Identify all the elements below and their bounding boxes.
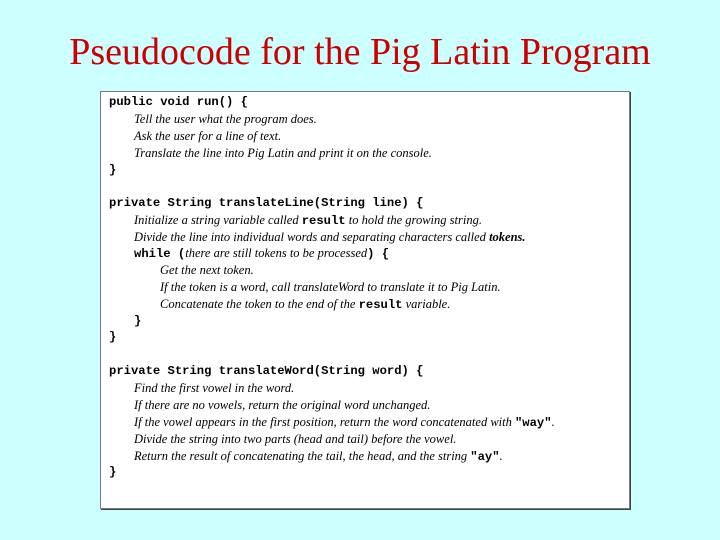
while-close-brace: } bbox=[134, 314, 142, 328]
translate-word-step: If there are no vowels, return the original word unchanged. bbox=[134, 398, 431, 412]
translate-word-step bbox=[134, 414, 555, 431]
step-text: . bbox=[551, 415, 555, 429]
translate-word-close-brace: } bbox=[109, 465, 117, 479]
while-close-paren: ) { bbox=[367, 247, 390, 261]
run-step: Tell the user what the program does. bbox=[134, 112, 317, 126]
loop-step bbox=[160, 296, 450, 313]
translate-word-signature: private String translateWord(String word) { bbox=[109, 364, 424, 378]
while-open-paren: ( bbox=[170, 247, 186, 261]
translate-word-step: Divide the string into two parts (head and tail) before the vowel. bbox=[134, 432, 457, 446]
while-condition: there are still tokens to be processed bbox=[185, 246, 368, 260]
while-line bbox=[134, 245, 389, 262]
result-variable: result bbox=[358, 298, 403, 312]
while-keyword: while bbox=[134, 247, 171, 261]
tokens-term: tokens. bbox=[489, 230, 526, 244]
slide-title: Pseudocode for the Pig Latin Program bbox=[69, 31, 651, 73]
translate-line-close-brace: } bbox=[109, 330, 117, 344]
loop-step: Get the next token. bbox=[160, 263, 254, 277]
step-text: Initialize a string variable called bbox=[134, 213, 302, 227]
run-signature: public void run() { bbox=[109, 95, 248, 109]
result-variable: result bbox=[301, 214, 346, 228]
step-text: If the vowel appears in the first position, return the word concatenated with bbox=[134, 415, 515, 429]
ay-string: "ay" bbox=[470, 450, 500, 464]
way-string: "way" bbox=[514, 416, 552, 430]
translate-line-step bbox=[134, 229, 526, 246]
translate-word-step bbox=[134, 448, 503, 465]
run-step: Translate the line into Pig Latin and print it on the console. bbox=[134, 146, 432, 160]
translate-line-step bbox=[134, 212, 482, 229]
run-close-brace: } bbox=[109, 163, 117, 177]
step-text: to hold the growing string. bbox=[345, 213, 482, 227]
step-text: Return the result of concatenating the tail, the head, and the string bbox=[134, 449, 471, 463]
step-text: Divide the line into individual words and separating characters called bbox=[134, 230, 490, 244]
step-text: Concatenate the token to the end of the bbox=[160, 297, 359, 311]
step-text: variable. bbox=[402, 297, 451, 311]
translate-line-signature: private String translateLine(String line) { bbox=[109, 196, 424, 210]
run-step: Ask the user for a line of text. bbox=[134, 129, 282, 143]
loop-step: If the token is a word, call translateWord to translate it to Pig Latin. bbox=[160, 280, 501, 294]
step-text: . bbox=[499, 449, 503, 463]
pseudocode-box bbox=[100, 91, 630, 509]
translate-word-step: Find the first vowel in the word. bbox=[134, 381, 295, 395]
